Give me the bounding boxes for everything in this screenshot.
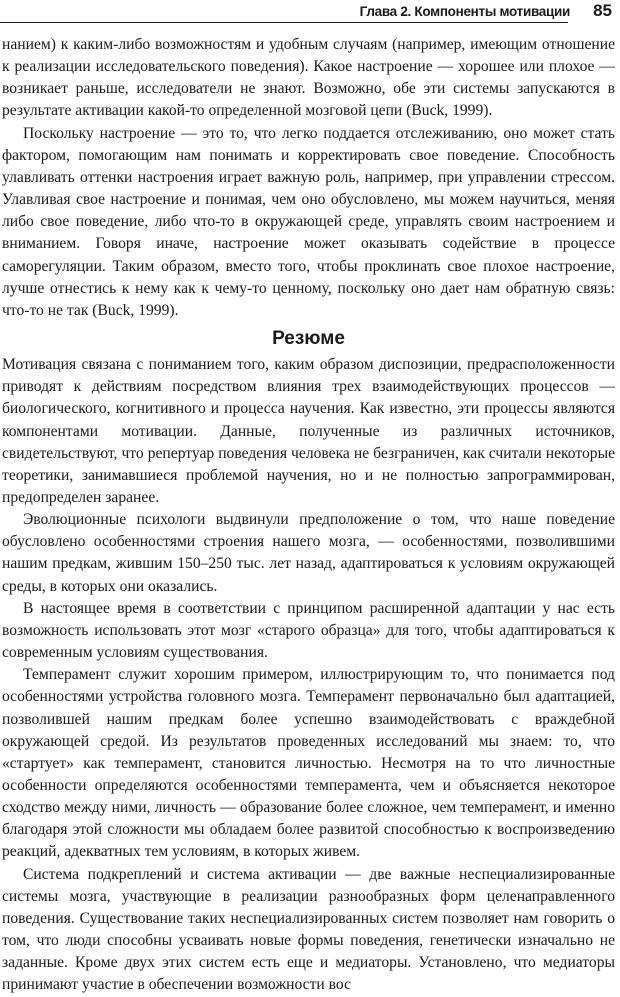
- chapter-title: Глава 2. Компоненты мотивации: [359, 3, 570, 19]
- summary-paragraph: Эволюционные психологи выдвинули предположение о том, что наше поведение обусловлено особенностями строения нашего мозга, — особенностями, позволившими нашим предкам, жившим 150–250 тыс. лет назад, адаптироваться к условиям окружающей среды, в которых они оказались.: [2, 511, 615, 595]
- page-number: 85: [593, 1, 612, 20]
- paragraph: Поскольку настроение — это то, что легко поддается отслеживанию, оно может стать фактором, помогающим нам понимать и корректировать свое поведение. Способность улавливать оттенки настроения играет важную роль, например, при управлении стрессом. Улавливая свое настроение и понимая, чем оно обусловлено, мы можем научиться, меняя либо свое поведение, либо что-то в окружающей среде, управлять своим настроением и вниманием. Говоря иначе, настроение может оказывать содействие в процессе саморегуляции. Таким образом, вместо того, чтобы проклинать свое плохое настроение, лучше отнестись к нему как к чему-то ценному, поскольку оно дает нам обратную связь: что-то не так (Buck, 1999).: [2, 124, 615, 319]
- summary-paragraph: В настоящее время в соответствии с принципом расширенной адаптации у нас есть возможность использовать этот мозг «старого образца» для того, чтобы адаптироваться к современным условиям существования.: [2, 599, 615, 662]
- body-text: [2, 34, 615, 997]
- running-header: [0, 0, 612, 22]
- summary-paragraph: Мотивация связана с пониманием того, каким образом диспозиции, предрасположенности приводят к действиям посредством влияния трех взаимодействующих процессов — биологического, когнитивного и процесса научения. Как известно, эти процессы являются компонентами мотивации. Данные, полученные из различных источников, свидетельствуют, что репертуар поведения человека не безграничен, как считали некоторые теоретики, занимавшиеся проблемой научения, но и не полностью запрограммирован, предопределен заранее.: [2, 356, 615, 506]
- paragraph: нанием) к каким-либо возможностям и удобным случаям (например, имеющим отношение к реализации исследовательского поведения). Какое настроение — хорошее или плохое — возникает раньше, исследователи не знают. Возможно, обе эти системы запускаются в результате активации какой-то определенной мозговой цепи (Buck, 1999).: [2, 36, 615, 120]
- summary-paragraph: Система подкреплений и система активации — две важные неспециализированные системы мозга, участвующие в реализации разнообразных форм целенаправленного поведения. Существование таких неспециализированных систем позволяет нам говорить о том, что люди способны усваивать новые формы поведения, генетически изначально не заданные. Кроме двух этих систем есть еще и медиаторы. Установлено, что медиаторы принимают участие в обеспечении возможности вос: [2, 865, 615, 994]
- header-rule: [0, 22, 568, 23]
- summary-paragraph: Темперамент служит хорошим примером, иллюстрирующим то, что понимается под особенностями устройства головного мозга. Темперамент первоначально был адаптацией, позволившей нашим предкам более успешно взаимодействовать с враждебной окружающей средой. Из результатов проведенных исследований мы знаем: то, что «стартует» как темперамент, становится личностью. Несмотря на то что личностные особенности определяются особенностями темперамента, чем и объясняется некоторое сходство между ними, личность — образование более сложное, чем темперамент, и именно благодаря этой сложности мы обладаем более развитой способностью к воспроизведению реакций, адекватных тем условиям, в которых живем.: [2, 666, 615, 861]
- section-heading: Резюме: [272, 328, 345, 350]
